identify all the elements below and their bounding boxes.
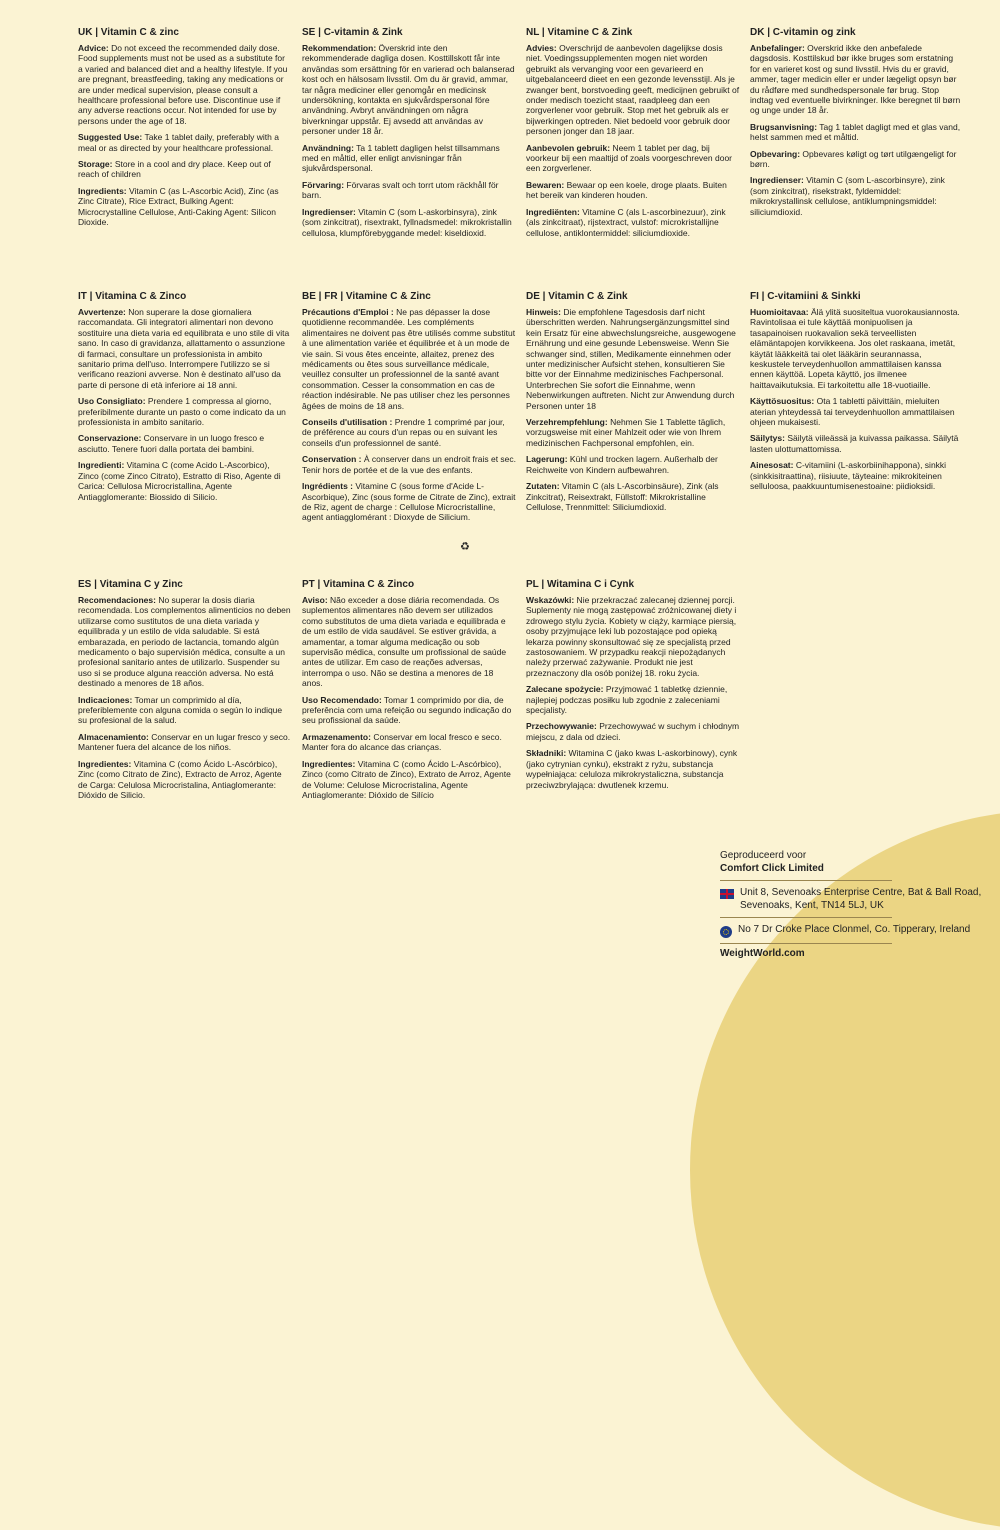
language-block — [74, 572, 292, 878]
block-title: IT | Vitamina C & Zinco — [78, 291, 187, 302]
section-label: Almacenamiento: — [78, 731, 149, 742]
section-paragraph — [302, 759, 516, 801]
section-text: Vitamin C (som L-askorbinsyra), zink (som zinkcitrat), risextrakt, fyllnadsmedel: mikrokristallin cellulosa, klumpförebyggande medel: kiseldioxid. — [302, 206, 512, 238]
uk-address-row — [720, 887, 990, 912]
section-paragraph — [750, 433, 964, 454]
section-text: Não exceder a dose diária recomendada. Os suplementos alimentares não devem ser utilizados como substitutos de uma dieta variada e equilibrada e de um estilo de vida saudável. Se estiver grávida, a amamentar, a tomar alguma medicação ou sob supervisão médica, consulte um profissional de saúde antes de utilizar. Em caso de reações adversas, interrompa o uso. Não se destina a menores de 18 anos. — [302, 595, 507, 689]
section-paragraph — [78, 732, 292, 753]
section-text: Nehmen Sie 1 Tablette täglich, vorzugsweise mit einer Mahlzeit oder wie von Ihrem medizinischen Fachpersonal empfohlen, ein. — [526, 417, 726, 448]
section-paragraph — [526, 481, 740, 512]
section-text: Kühl und trocken lagern. Außerhalb der Reichweite von Kindern aufbewahren. — [526, 454, 718, 475]
section-paragraph — [526, 307, 740, 411]
produced-for-label: Geproduceerd voor — [720, 850, 807, 861]
section-text: Conservar en un lugar fresco y seco. Mantener fuera del alcance de los niños. — [78, 731, 291, 753]
section-paragraph — [78, 132, 292, 153]
section-text: Przyjmować 1 tabletkę dziennie, najlepiej podczas posiłku lub zgodnie z zaleceniami specjalisty. — [526, 684, 728, 716]
section-paragraph — [750, 43, 964, 116]
section-label: Käyttösuositus: — [750, 396, 815, 407]
eu-flag-icon — [720, 926, 732, 938]
section-text: Overschrijd de aanbevolen dagelijkse dosis niet. Voedingssupplementen mogen niet worden gebruikt als vervanging voor een gevarieerd en uitgebalanceerd dieet en een gezonde levensstijl. Als je zwanger bent, borstvoeding geeft, medicijnen gebruikt of onder medisch toezicht staat, raadpleeg dan een zorgverlener voor gebruik. Stop met het gebruik als er bijwerkingen optreden. Niet bedoeld voor gebruik door personen jonger dan 18 jaar. — [526, 43, 740, 137]
language-block — [74, 20, 292, 284]
language-block — [522, 20, 740, 284]
language-block — [298, 284, 516, 572]
section-label: Förvaring: — [302, 179, 345, 190]
section-paragraph — [302, 417, 516, 448]
section-label: Conservazione: — [78, 433, 142, 444]
section-label: Przechowywanie: — [526, 721, 597, 732]
uk-flag-icon — [720, 889, 734, 899]
section-paragraph — [526, 684, 740, 715]
section-paragraph — [302, 307, 516, 411]
section-text: Vitamin C (som L-ascorbinsyre), zink (som zinkcitrat), risekstrakt, fyldemiddel: mikrokrystallinsk cellulose, antiklumpningsmiddel: siliciumdioxid. — [750, 175, 945, 217]
language-block — [298, 20, 516, 284]
section-label: Conseils d'utilisation : — [302, 417, 393, 428]
section-label: Ingredientes: — [302, 758, 356, 769]
section-text: Vitamina C (como Ácido L-Ascórbico), Zinco (como Citrato de Zinco), Extrato de Arroz, Agente de Volume: Celulose Microcristalina, Agente Antiaglomerante: Dióxido de Silício — [302, 758, 511, 800]
block-title: SE | C-vitamin & Zink — [302, 27, 403, 38]
section-text: Vitamin C (als L-Ascorbinsäure), Zink (als Zinkcitrat), Reisextrakt, Füllstoff: Mikrokristalline Cellulose, Trennmittel: Siliciumdioxid. — [526, 481, 719, 512]
section-paragraph — [526, 180, 740, 201]
section-paragraph — [78, 396, 292, 427]
section-label: Säilytys: — [750, 433, 785, 444]
divider — [720, 943, 892, 944]
section-label: Aanbevolen gebruik: — [526, 142, 611, 153]
section-paragraph — [78, 186, 292, 228]
section-text: Conservare in un luogo fresco e asciutto. Tenere fuori dalla portata dei bambini. — [78, 433, 265, 454]
section-label: Opbevaring: — [750, 148, 801, 159]
section-text: Przechowywać w suchym i chłodnym miejscu, z dala od dzieci. — [526, 721, 740, 742]
block-title: ES | Vitamina C y Zinc — [78, 579, 183, 590]
section-text: Take 1 tablet daily, preferably with a meal or as directed by your healthcare professional. — [78, 132, 279, 153]
section-paragraph — [302, 180, 516, 201]
section-paragraph — [526, 721, 740, 742]
section-text: Opbevares køligt og tørt utilgængeligt for børn. — [750, 148, 957, 170]
divider — [720, 880, 892, 881]
section-paragraph — [78, 759, 292, 801]
section-paragraph — [302, 143, 516, 174]
section-label: Ingredienti: — [78, 460, 125, 471]
block-title: PT | Vitamina C & Zinco — [302, 579, 415, 590]
section-label: Aviso: — [302, 595, 328, 605]
section-paragraph — [526, 207, 740, 238]
section-paragraph — [78, 307, 292, 390]
producer-credit — [720, 850, 990, 961]
section-label: Ingrédients : — [302, 481, 354, 492]
section-paragraph — [78, 460, 292, 502]
section-text: Die empfohlene Tagesdosis darf nicht überschritten werden. Nahrungsergänzungsmittel sind kein Ersatz für eine abwechslungsreiche, ausgewogene Ernährung und eine gesunde Lebensweise. Wenn Sie schwanger sind, stillen, Medikamente einnehmen oder unter medizinischer Aufsicht stehen, konsultieren Sie bitte vor der Einnahme medizinisches Fachpersonal. Unterbrechen Sie sofort die Einnahme, wenn Nebenwirkungen auftreten. Nicht zur Anwendung durch Personen unter 18 — [526, 307, 736, 411]
section-text: Vitamin C (as L-Ascorbic Acid), Zinc (as Zinc Citrate), Rice Extract, Bulking Agent: Microcrystalline Cellulose, Anti-Caking Agent: Silicon Dioxide. — [78, 185, 279, 228]
section-text: Vitamina C (como Ácido L-Ascórbico), Zinc (como Citrato de Zinc), Extracto de Arroz, Agente de Carga: Celulosa Microcristalina, Antiaglomerante: Dióxido de Silicio. — [78, 758, 282, 800]
section-text: Store in a cool and dry place. Keep out of reach of children — [78, 159, 271, 180]
section-label: Advice: — [78, 43, 109, 53]
section-text: Överskrid inte den rekommenderade dagliga dosen. Kosttillskott får inte användas som ersättning för en varierad och balanserad kost och en hälsosam livsstil. Om du är gravid, ammar, tar några mediciner eller genomgår en medicinsk undersökning, kontakta en sjukvårdspersonal före användning. Avbryt användningen om några biverkningar uppstår. Ej avsedd att användas av personer under 18 år. — [302, 43, 515, 137]
section-text: Non superare la dose giornaliera raccomandata. Gli integratori alimentari non devono sostituire una dieta varia ed equilibrata e uno stile di vita sano. In caso di gravidanza, allattamento o assunzione di farmaci, consultare un professionista in ambito sanitario prima dell'uso. Interrompere l'utilizzo se si verificano reazioni avverse. Non è destinato all'uso da parte di persone di età inferiore ai 18 anni. — [78, 307, 290, 390]
section-label: Rekommendation: — [302, 43, 377, 53]
section-text: Ne pas dépasser la dose quotidienne recommandée. Les compléments alimentaires ne doivent pas être utilisés comme substitut à une alimentation variée et équilibrée et à un mode de vie sain. Si vous êtes enceinte, allaitez, prenez des médicaments ou êtes sous surveillance médicale, veuillez consulter un professionnel de la santé avant consommation. Cesser la consommation en cas de réaction indésirable. Ne pas utiliser chez les personnes âgées de moins de 18 ans. — [302, 307, 516, 411]
language-block — [74, 284, 292, 572]
section-text: Neem 1 tablet per dag, bij voorkeur bij een maaltijd of zoals voorgeschreven door een zorgverlener. — [526, 142, 733, 174]
section-paragraph — [526, 143, 740, 174]
section-text: Prendere 1 compressa al giorno, preferibilmente durante un pasto o come indicato da un professionista in ambito sanitario. — [78, 396, 286, 428]
section-paragraph — [302, 481, 516, 523]
language-block — [298, 572, 516, 878]
website-link[interactable]: WeightWorld.com — [720, 948, 805, 959]
section-text: Prendre 1 comprimé par jour, de préférence au cours d'un repas ou en suivant les conseils d'un professionnel de santé. — [302, 417, 505, 448]
section-text: Witamina C (jako kwas L-askorbinowy), cynk (jako cytrynian cynku), ekstrakt z ryżu, substancja wypełniająca: celuloza mikrokrystaliczna, substancja przeciwzbrylająca: dwutlenek krzemu. — [526, 748, 738, 790]
section-label: Conservation : — [302, 454, 362, 465]
section-paragraph — [302, 207, 516, 238]
block-title: BE | FR | Vitamine C & Zinc — [302, 291, 431, 302]
uk-address: Unit 8, Sevenoaks Enterprise Centre, Bat & Ball Road, Sevenoaks, Kent, TN14 5LJ, UK — [740, 887, 982, 911]
section-paragraph — [750, 460, 964, 491]
section-text: Do not exceed the recommended daily dose. Food supplements must not be used as a substitute for a varied and balanced diet and a healthy lifestyle. If you are pregnant, breastfeeding, taking any medications or are under medical supervision, please consult a healthcare professional before use. Discontinue use if any adverse reactions occur. Not intended for use by persons under the age of 18. — [78, 43, 288, 126]
section-paragraph — [78, 695, 292, 726]
block-title: UK | Vitamin C & zinc — [78, 27, 179, 38]
section-paragraph — [750, 175, 964, 217]
section-text: Ota 1 tabletti päivittäin, mieluiten aterian yhteydessä tai terveydenhuollon ammattilaisen ohjeen mukaisesti. — [750, 396, 955, 428]
section-label: Advies: — [526, 43, 557, 53]
company-name: Comfort Click Limited — [720, 862, 824, 874]
block-title: PL | Witamina C i Cynk — [526, 579, 635, 590]
section-text: Vitamine C (sous forme d'Acide L-Ascorbique), Zinc (sous forme de Citrate de Zinc), extrait de Riz, agent de charge : Cellulose Microcristalline, agent antiagglomérant : Dioxyde de Silicium. — [302, 481, 516, 523]
language-block — [746, 20, 964, 284]
section-label: Ingredientes: — [78, 758, 132, 769]
section-label: Recomendaciones: — [78, 595, 156, 605]
section-label: Uso Recomendado: — [302, 694, 382, 705]
section-label: Användning: — [302, 142, 354, 153]
section-text: C-vitamiini (L-askorbiinihappona), sinkki (sinkkisitraattina), riisiuute, täyteaine: mikrokiteinen selluloosa, paakkuuntumisenestoaine: piidioksidi. — [750, 460, 947, 492]
section-text: Conservar em local fresco e seco. Manter fora do alcance das crianças. — [302, 731, 502, 753]
section-text: Ta 1 tablett dagligen helst tillsammans med en måltid, eller enligt anvisningar från sjukvårdspersonal. — [302, 142, 500, 174]
section-label: Ingrediënten: — [526, 206, 580, 217]
section-paragraph — [78, 43, 292, 126]
section-label: Lagerung: — [526, 454, 568, 465]
section-text: Vitamina C (come Acido L-Ascorbico), Zinco (come Zinco Citrato), Estratto di Riso, Agente di Carica: Cellulosa Microcristallina, Agente Antiagglomerante: Biossido di Silicio. — [78, 460, 281, 502]
section-paragraph — [526, 595, 740, 678]
section-label: Brugsanvisning: — [750, 121, 818, 132]
section-text: Bewaar op een koele, droge plaats. Buiten het bereik van kinderen houden. — [526, 179, 727, 201]
section-label: Ingredients: — [78, 185, 127, 196]
section-text: Älä ylitä suositeltua vuorokausiannosta. Ravintolisaa ei tule käyttää monipuolisen ja tasapainoisen ruokavalion sekä terveellisten elämäntapojen korvikkeena. Jos olet raskaana, imetät, käytät lääkkeitä tai olet lääkärin seurannassa, keskustele terveydenhuollon ammattilaisen kanssa ennen käyttöä. Lopeta käyttö, jos ilmenee haittavaikutuksia. Ei tarkoitettu alle 18-vuotiaille. — [750, 307, 960, 390]
language-block — [522, 284, 740, 572]
section-text: Förvaras svalt och torrt utom räckhåll för barn. — [302, 179, 499, 201]
section-label: Zalecane spożycie: — [526, 684, 604, 695]
block-title: FI | C-vitamiini & Sinkki — [750, 291, 861, 302]
section-label: Hinweis: — [526, 307, 561, 317]
section-paragraph — [750, 149, 964, 170]
section-text: Nie przekraczać zalecanej dziennej porcji. Suplementy nie mogą zastępować zróżnicowanej diety i zdrowego stylu życia. Kobiety w ciąży, karmiące piersią, osoby przyjmujące leki lub pozostające pod opieką lekarza powinny skonsultować się ze specjalistą przed zastosowaniem. W przypadku reakcji niepożądanych należy przerwać zażywanie. Produkt nie jest przeznaczony dla osób poniżej 18. roku życia. — [526, 595, 737, 678]
section-paragraph — [78, 595, 292, 689]
section-label: Suggested Use: — [78, 132, 143, 143]
section-paragraph — [526, 417, 740, 448]
section-label: Anbefalinger: — [750, 43, 805, 53]
section-label: Ingredienser: — [750, 175, 804, 186]
language-block — [746, 284, 964, 572]
section-paragraph — [78, 159, 292, 180]
section-paragraph — [78, 433, 292, 454]
block-title: DE | Vitamin C & Zink — [526, 291, 628, 302]
section-label: Huomioitavaa: — [750, 307, 809, 317]
section-paragraph — [750, 307, 964, 390]
section-label: Précautions d'Emploi : — [302, 307, 394, 317]
section-paragraph — [302, 454, 516, 475]
section-label: Storage: — [78, 159, 113, 170]
section-text: Säilytä viileässä ja kuivassa paikassa. Säilytä lasten ulottumattomissa. — [750, 433, 959, 454]
section-paragraph — [302, 595, 516, 689]
section-paragraph — [302, 732, 516, 753]
divider — [720, 917, 892, 918]
language-block — [522, 572, 740, 878]
section-text: À conserver dans un endroit frais et sec. Tenir hors de portée et de la vue des enfants. — [302, 454, 516, 475]
section-paragraph — [302, 43, 516, 137]
section-label: Uso Consigliato: — [78, 396, 146, 407]
section-text: No superar la dosis diaria recomendada. Los complementos alimenticios no deben utilizarse como sustitutos de una dieta variada y equilibrada y un estilo de vida saludable. Si está embarazada, en periodo de lactancia, tomando algún medicamento o bajo supervisión médica, consulte a un profesional sanitario antes de utilizarlo. Suspender su uso si se produce alguna reacción adversa. No está destinado a menores de 18 años. — [78, 595, 291, 689]
section-text: Overskrid ikke den anbefalede dagsdosis. Kosttilskud bør ikke bruges som erstatning for en varieret kost og sund livsstil. Hvis du er gravid, ammer, tager medicin eller er under lægeligt opsyn bør du rådføre med sundhedspersonale før brug. Stop indtag ved eventuelle bivirkninger. Ikke beregnet til børn og unge under 18 år. — [750, 43, 961, 116]
section-paragraph — [526, 43, 740, 137]
section-paragraph — [526, 454, 740, 475]
section-text: Vitamine C (als L-ascorbinezuur), zink (als zinkcitraat), rijstextract, vulstof: microkristallijne cellulose, antiklontermiddel: siliciumdioxide. — [526, 206, 726, 238]
section-paragraph — [302, 695, 516, 726]
section-paragraph — [750, 396, 964, 427]
block-title: NL | Vitamine C & Zink — [526, 27, 633, 38]
section-label: Ainesosat: — [750, 460, 794, 471]
section-label: Ingredienser: — [302, 206, 356, 217]
section-label: Wskazówki: — [526, 595, 575, 605]
section-label: Verzehrempfehlung: — [526, 417, 608, 428]
section-label: Armazenamento: — [302, 731, 371, 742]
section-label: Bewaren: — [526, 179, 565, 190]
section-label: Avvertenze: — [78, 307, 126, 317]
section-paragraph — [526, 748, 740, 790]
ie-address: No 7 Dr Croke Place Clonmel, Co. Tipperary, Ireland — [738, 924, 971, 935]
section-text: Tag 1 tablet dagligt med et glas vand, helst sammen med et måltid. — [750, 121, 961, 143]
block-title: DK | C-vitamin og zink — [750, 27, 856, 38]
section-text: Tomar un comprimido al día, preferiblemente con alguna comida o según lo indique su profesional de la salud. — [78, 694, 283, 726]
ie-address-row — [720, 924, 990, 938]
recycle-icon: ♻ — [460, 541, 470, 553]
label-grid — [74, 20, 994, 900]
section-paragraph — [750, 122, 964, 143]
section-label: Indicaciones: — [78, 694, 133, 705]
section-label: Zutaten: — [526, 481, 560, 492]
section-text: Tomar 1 comprimido por dia, de preferência com uma refeição ou segundo indicação do seu profissional da saúde. — [302, 694, 512, 726]
section-label: Składniki: — [526, 748, 567, 759]
